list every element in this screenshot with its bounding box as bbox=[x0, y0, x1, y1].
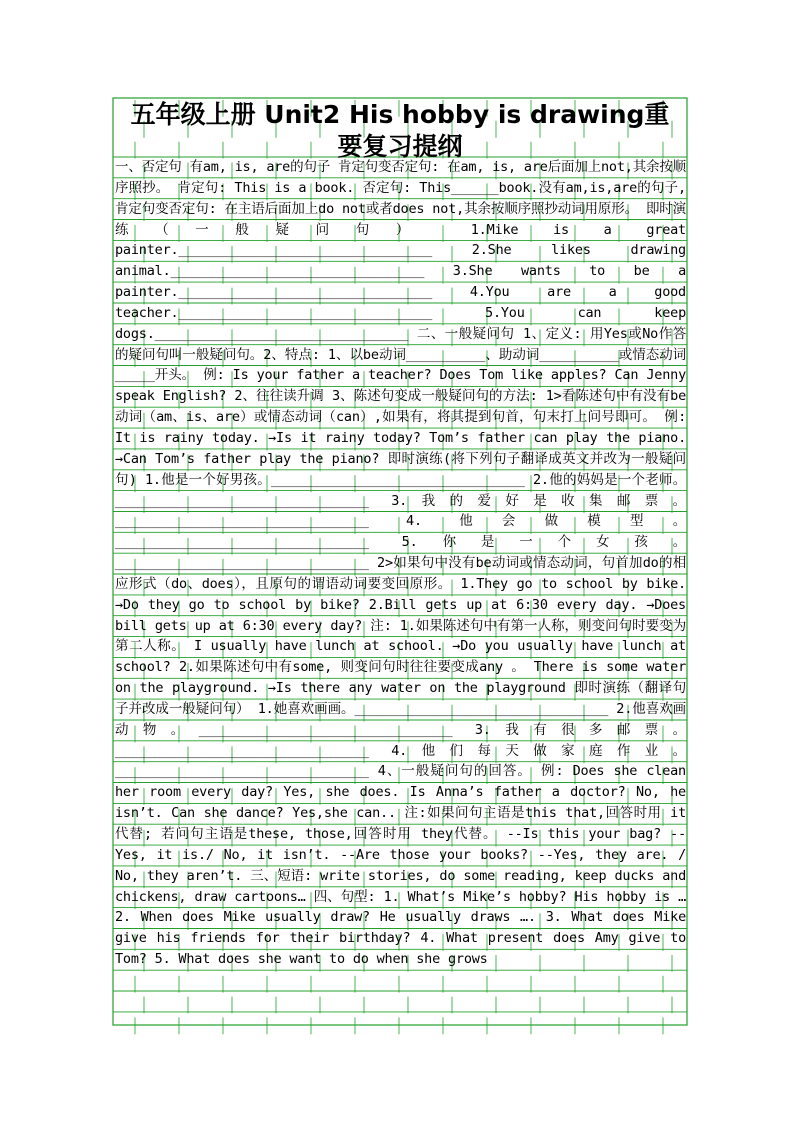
page-title: 五年级上册 Unit2 His hobby is drawing重 bbox=[130, 100, 670, 129]
page-title-continued: 要复习提纲 bbox=[337, 132, 463, 161]
outline-paragraph: 一、否定句 有am, is, are的句子 肯定句变否定句: 在am, is, are后面加上not,其余按顺序照抄。 肯定句: This is a book. 否定句: This______book.没有am,is,are的句子, 肯定句变否定句: 在主语后面加上do not或者does not,其余按顺序照抄动词用原形。 即时演练（一般疑问句） 1.Mike is a great painter.________________________________ 2.She likes drawing animal.________________________________ 3.She wants to be a painter.________________________________ 4.You are a good teacher.________________________________ 5.You can keep dogs.________________________________ 二、一般疑问句 1、定义: 用Yes或No作答的疑问句叫一般疑问句。2、特点: 1、以be动词__________、助动词__________或情态动词_____开头。 例: Is your father a teacher? Does Tom like apples? Can Jenny speak English? 2、往往读升调 3、陈述句变成一般疑问句的方法: 1>看陈述句中有没有be动词（am、is、are）或情态动词（can）,如果有，将其提到句首，句末打上问号即可。 例: It is rainy today. →Is it rainy today? Tom’s father can play the piano. →Can Tom’s father play the piano? 即时演练(将下列句子翻译成英文并改为一般疑问句) 1.他是一个好男孩。________________________________ 2.他的妈妈是一个老师。________________________________ 3.我的爱好是收集邮票。________________________________ 4. 他会做模型。________________________________ 5.你是一个女孩。________________________________ 2>如果句中没有be动词或情态动词，句首加do的相应形式（do、does），且原句的谓语动词要变回原形。 1.They go to school by bike. →Do they go to school by bike? 2.Bill gets up at 6:30 every day. →Does bill gets up at 6:30 every day? 注: 1.如果陈述句中有第一人称，则变问句时要变为第二人称。 I usually have lunch at school. →Do you usually have lunch at school? 2.如果陈述句中有some, 则变问句时往往要变成any 。 There is some water on the playground. →Is there any water on the playground 即时演练（翻译句子并改成一般疑问句） 1.她喜欢画画。________________________________ 2.他喜欢画动物。________________________________ 3.我有很多邮票。________________________________ 4.他们每天做家庭作业。________________________________ 4、一般疑问句的回答。 例: Does she clean her room every day? Yes, she does. Is Anna’s father a doctor? No, he isn’t. Can she dance? Yes,she can.. 注:如果问句主语是this that,回答时用 it 代替; 若问句主语是these, those,回答时用 they代替。 --Is this your bag? --Yes, it is./ No, it isn’t. --Are those your books? --Yes, they are. / No, they aren’t. 三、短语: write stories, do some reading, keep ducks and chickens, draw cartoons… 四、句型: 1. What’s Mike’s hobby? His hobby is … 2. When does Mike usually draw? He usually draws …. 3. What does Mike give his friends for their birthday? 4. What present does Amy give to Tom? 5. What does she want to do when she grows bbox=[115, 159, 686, 968]
body-text bbox=[115, 157, 686, 970]
